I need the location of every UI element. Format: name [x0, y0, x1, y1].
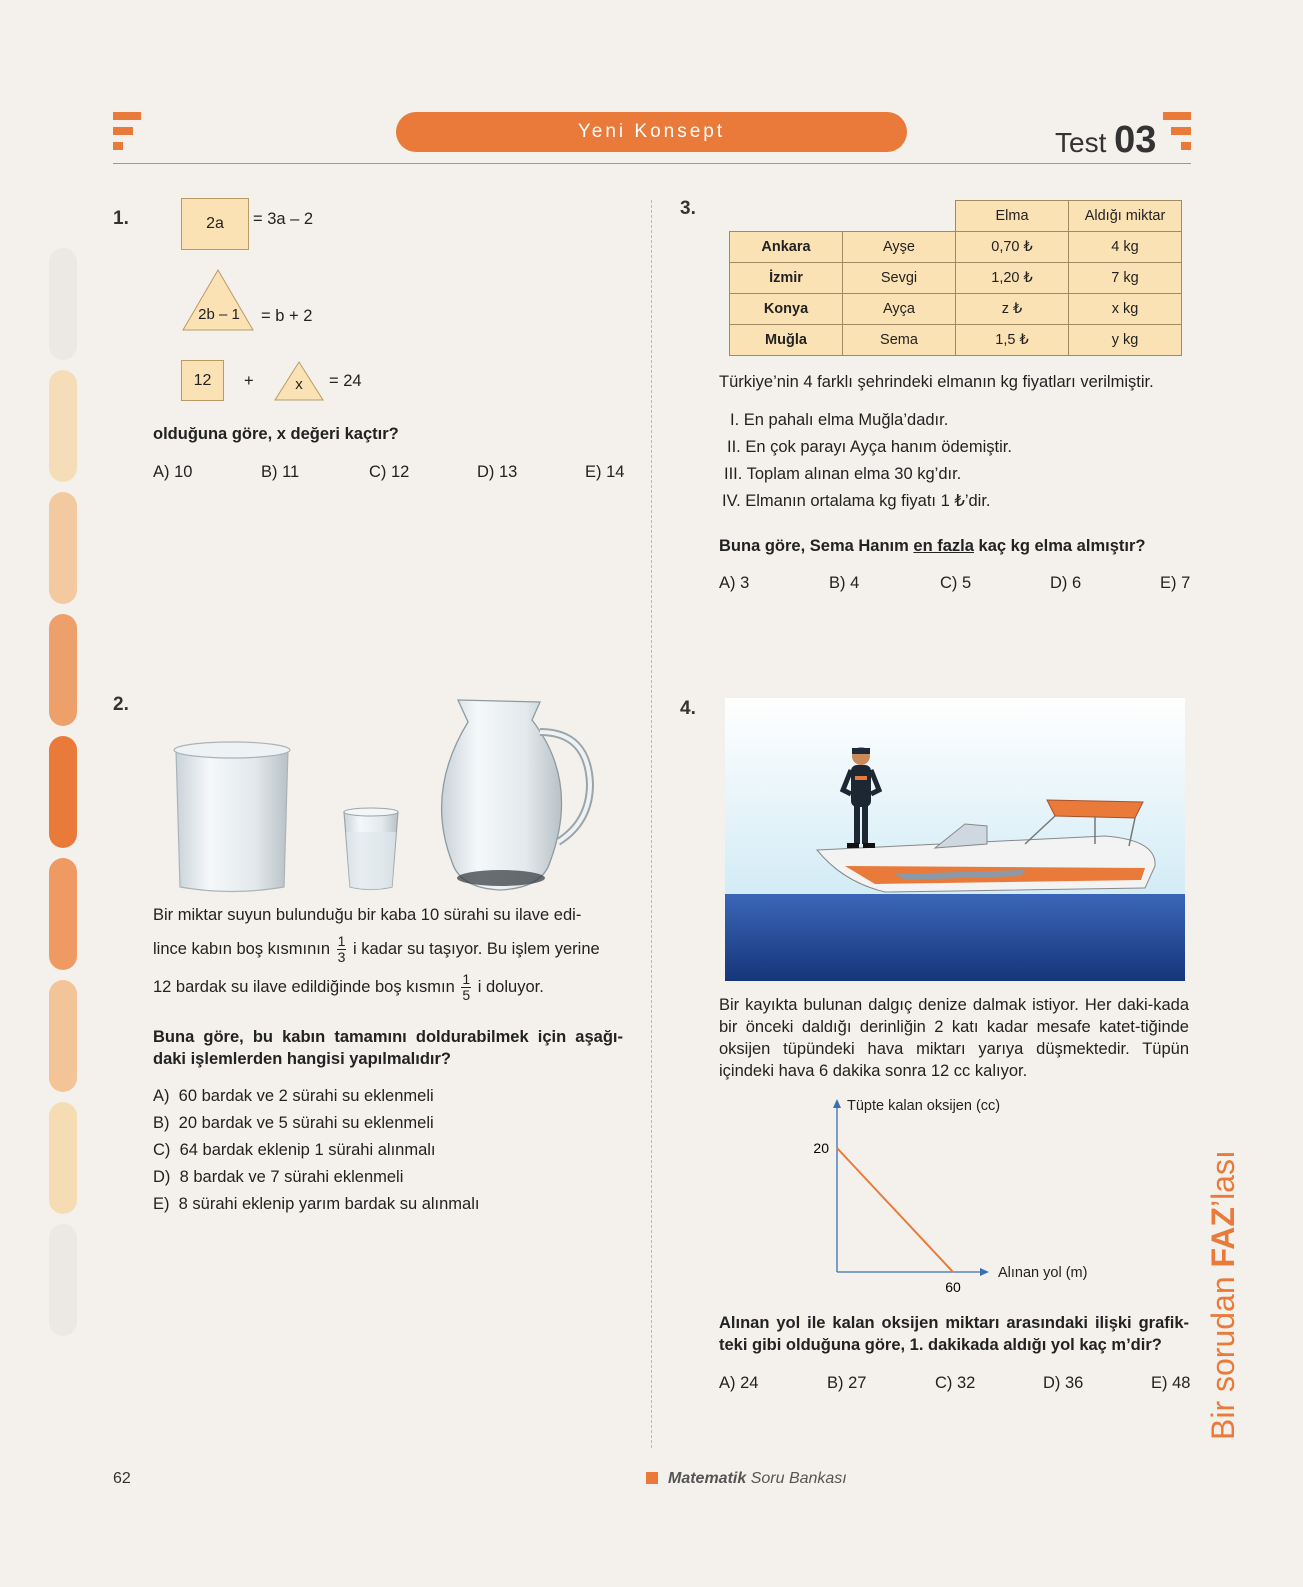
- question-4-prompt: Alınan yol ile kalan oksijen miktarı arasındaki ilişki grafik-teki gibi olduğuna göre, 1. dakikada aldığı yol kaç m’dir?: [719, 1314, 1189, 1354]
- table-cell: Konya: [730, 294, 843, 325]
- jug-icon: [442, 700, 590, 890]
- fraction-numerator: 1: [462, 971, 471, 987]
- book-title: [646, 1470, 847, 1488]
- question-2-line2a: lince kabın boş kısmının: [153, 939, 331, 958]
- table-row: [730, 325, 1182, 356]
- option-c[interactable]: C) 5: [940, 574, 972, 592]
- question-3-intro: Türkiye’nin 4 farklı şehrindeki elmanın kg fiyatları verilmiştir.: [719, 373, 1154, 391]
- question-1-prompt: olduğuna göre, x değeri kaçtır?: [153, 425, 399, 443]
- book-subject: Matematik: [668, 1470, 747, 1487]
- question-2-line3: [153, 972, 544, 1003]
- table-cell: x kg: [1069, 294, 1182, 325]
- question-2-line2: [153, 934, 600, 965]
- diver-boat-illustration: [725, 698, 1185, 981]
- option-letter: D): [153, 1168, 171, 1186]
- table-cell: 0,70 ₺: [956, 232, 1069, 263]
- statement-iii: III. Toplam alınan elma 30 kg’dır.: [724, 465, 962, 483]
- side-tab: [49, 370, 77, 482]
- option-e[interactable]: [153, 1195, 479, 1214]
- table-row: [730, 294, 1182, 325]
- table-cell: 7 kg: [1069, 263, 1182, 294]
- question-2-line3a: 12 bardak su ilave edildiğinde boş kısmın: [153, 977, 455, 996]
- table-cell: 1,5 ₺: [956, 325, 1069, 356]
- table-cell: Sevgi: [843, 263, 956, 294]
- side-tab: [49, 858, 77, 970]
- question-number-4: 4.: [680, 698, 696, 719]
- statement-i: I. En pahalı elma Muğla’dadır.: [730, 411, 949, 429]
- column-divider: [651, 200, 652, 1448]
- x-axis-arrow: [980, 1268, 989, 1276]
- table-cell-empty: [843, 201, 956, 232]
- table-header: Elma: [956, 201, 1069, 232]
- table-cell: z ₺: [956, 294, 1069, 325]
- option-a[interactable]: A) 24: [719, 1374, 759, 1392]
- question-3-prompt: [719, 535, 1145, 557]
- page-number: 62: [113, 1470, 131, 1487]
- option-b[interactable]: B) 4: [829, 574, 860, 592]
- statement-iv: IV. Elmanın ortalama kg fiyatı 1 ₺’dir.: [722, 492, 991, 510]
- option-b[interactable]: B) 11: [261, 463, 300, 481]
- fraction-denominator: 5: [462, 987, 471, 1003]
- test-label: [1055, 119, 1156, 162]
- option-d[interactable]: D) 13: [477, 463, 518, 481]
- option-letter: E): [153, 1195, 170, 1213]
- option-letter: B): [153, 1114, 170, 1132]
- option-d[interactable]: D) 36: [1043, 1374, 1084, 1392]
- question-number-1: 1.: [113, 208, 129, 229]
- fraction-numerator: 1: [337, 933, 346, 949]
- x-axis-label: Alınan yol (m): [998, 1265, 1088, 1281]
- table-cell: Ankara: [730, 232, 843, 263]
- question-2-line3b: i doluyor.: [477, 977, 544, 996]
- table-cell: Sema: [843, 325, 956, 356]
- apple-price-table: [729, 200, 1182, 356]
- triangle-label: 2b – 1: [198, 306, 240, 323]
- option-a[interactable]: [153, 1087, 434, 1106]
- option-b[interactable]: B) 27: [827, 1374, 867, 1392]
- y-axis-arrow: [833, 1099, 841, 1108]
- option-text: 64 bardak eklenip 1 sürahi alınmalı: [179, 1141, 436, 1159]
- option-d[interactable]: [153, 1168, 403, 1187]
- statement-ii: II. En çok parayı Ayça hanım ödemiştir.: [727, 438, 1012, 456]
- option-e[interactable]: E) 48: [1151, 1374, 1191, 1392]
- x-tick-label: 60: [945, 1279, 961, 1295]
- side-brand-title: [1205, 1150, 1242, 1440]
- fraction-one-third: [337, 934, 347, 965]
- question-3-prompt-a: Buna göre, Sema Hanım: [719, 537, 909, 555]
- section-title-pill: Yeni Konsept: [396, 112, 907, 152]
- question-2-prompt: Buna göre, bu kabın tamamını doldurabilmek için aşağı-daki işlemlerden hangisi yapılmalıdır?: [153, 1028, 623, 1068]
- table-cell: İzmir: [730, 263, 843, 294]
- question-3-prompt-b: kaç kg elma almıştır?: [978, 537, 1146, 555]
- equation-2: = b + 2: [261, 307, 313, 325]
- side-tab: [49, 492, 77, 604]
- option-text: 20 bardak ve 5 sürahi su eklenmeli: [178, 1114, 434, 1132]
- question-2-line1: Bir miktar suyun bulunduğu bir kaba 10 sürahi su ilave edi-: [153, 906, 582, 924]
- question-3-prompt-underlined: en fazla: [913, 537, 974, 555]
- side-title-part-3: ’lası: [1205, 1150, 1241, 1208]
- question-4-text: Bir kayıkta bulunan dalgıç denize dalmak istiyor. Her daki-kada bir önceki daldığı derinliğin 2 katı kadar mesafe katet-tiğinde oksijen tüpündeki hava miktarı yarıya düşmektedir. Tüpün içindeki hava 6 dakika sonra 12 cc kalıyor.: [719, 996, 1189, 1080]
- option-letter: A): [153, 1087, 170, 1105]
- fraction-denominator: 3: [337, 949, 346, 965]
- equation-3: = 24: [329, 372, 362, 390]
- option-d[interactable]: D) 6: [1050, 574, 1082, 592]
- side-tab: [49, 1102, 77, 1214]
- option-c[interactable]: [153, 1141, 436, 1160]
- option-e[interactable]: E) 7: [1160, 574, 1191, 592]
- table-header-row: [730, 201, 1182, 232]
- y-tick-label: 20: [813, 1140, 829, 1156]
- table-cell: Muğla: [730, 325, 843, 356]
- option-text: 8 sürahi eklenip yarım bardak su alınmalı: [178, 1195, 480, 1213]
- table-cell: Ayça: [843, 294, 956, 325]
- glass-icon: [344, 808, 398, 890]
- header-divider: [113, 163, 1191, 164]
- side-title-part-2: FAZ: [1205, 1207, 1241, 1268]
- question-2-line2b: i kadar su taşıyor. Bu işlem yerine: [353, 939, 600, 958]
- option-c[interactable]: C) 32: [935, 1374, 976, 1392]
- option-text: 8 bardak ve 7 sürahi eklenmeli: [179, 1168, 404, 1186]
- question-number-2: 2.: [113, 694, 129, 715]
- table-cell: 1,20 ₺: [956, 263, 1069, 294]
- test-word: Test: [1055, 127, 1107, 158]
- triangle-x-label: x: [295, 376, 303, 393]
- containers-illustration: [170, 692, 610, 902]
- equation-1: = 3a – 2: [253, 210, 314, 228]
- side-tab-active: [49, 736, 77, 848]
- test-number: 03: [1114, 119, 1157, 161]
- table-cell: Ayşe: [843, 232, 956, 263]
- option-b[interactable]: [153, 1114, 434, 1133]
- table-header: Aldığı miktar: [1069, 201, 1182, 232]
- option-letter: C): [153, 1141, 171, 1159]
- table-cell-empty: [730, 201, 843, 232]
- option-c[interactable]: C) 12: [369, 463, 410, 481]
- sea-background: [725, 894, 1185, 981]
- square-box-12: 12: [181, 360, 224, 401]
- table-row: [730, 263, 1182, 294]
- option-a[interactable]: A) 3: [719, 574, 750, 592]
- book-name: Soru Bankası: [746, 1470, 847, 1487]
- side-tab: [49, 248, 77, 360]
- table-cell: y kg: [1069, 325, 1182, 356]
- orange-square-icon: [646, 1472, 658, 1484]
- side-tab: [49, 1224, 77, 1336]
- series-line: [837, 1148, 953, 1272]
- side-tab: [49, 980, 77, 1092]
- table-row: [730, 232, 1182, 263]
- option-e[interactable]: E) 14: [585, 463, 625, 481]
- side-title-part-1: Bir sorudan: [1205, 1267, 1241, 1440]
- fraction-one-fifth: [461, 972, 471, 1003]
- plus-sign: +: [244, 372, 254, 390]
- option-a[interactable]: A) 10: [153, 463, 193, 481]
- question-number-3: 3.: [680, 198, 696, 219]
- option-text: 60 bardak ve 2 sürahi su eklenmeli: [178, 1087, 434, 1105]
- side-tab: [49, 614, 77, 726]
- square-box-2a: 2a: [181, 198, 249, 250]
- large-container-icon: [174, 742, 290, 892]
- oxygen-distance-chart: [800, 1098, 1110, 1298]
- y-axis-label: Tüpte kalan oksijen (cc): [847, 1098, 1001, 1114]
- table-cell: 4 kg: [1069, 232, 1182, 263]
